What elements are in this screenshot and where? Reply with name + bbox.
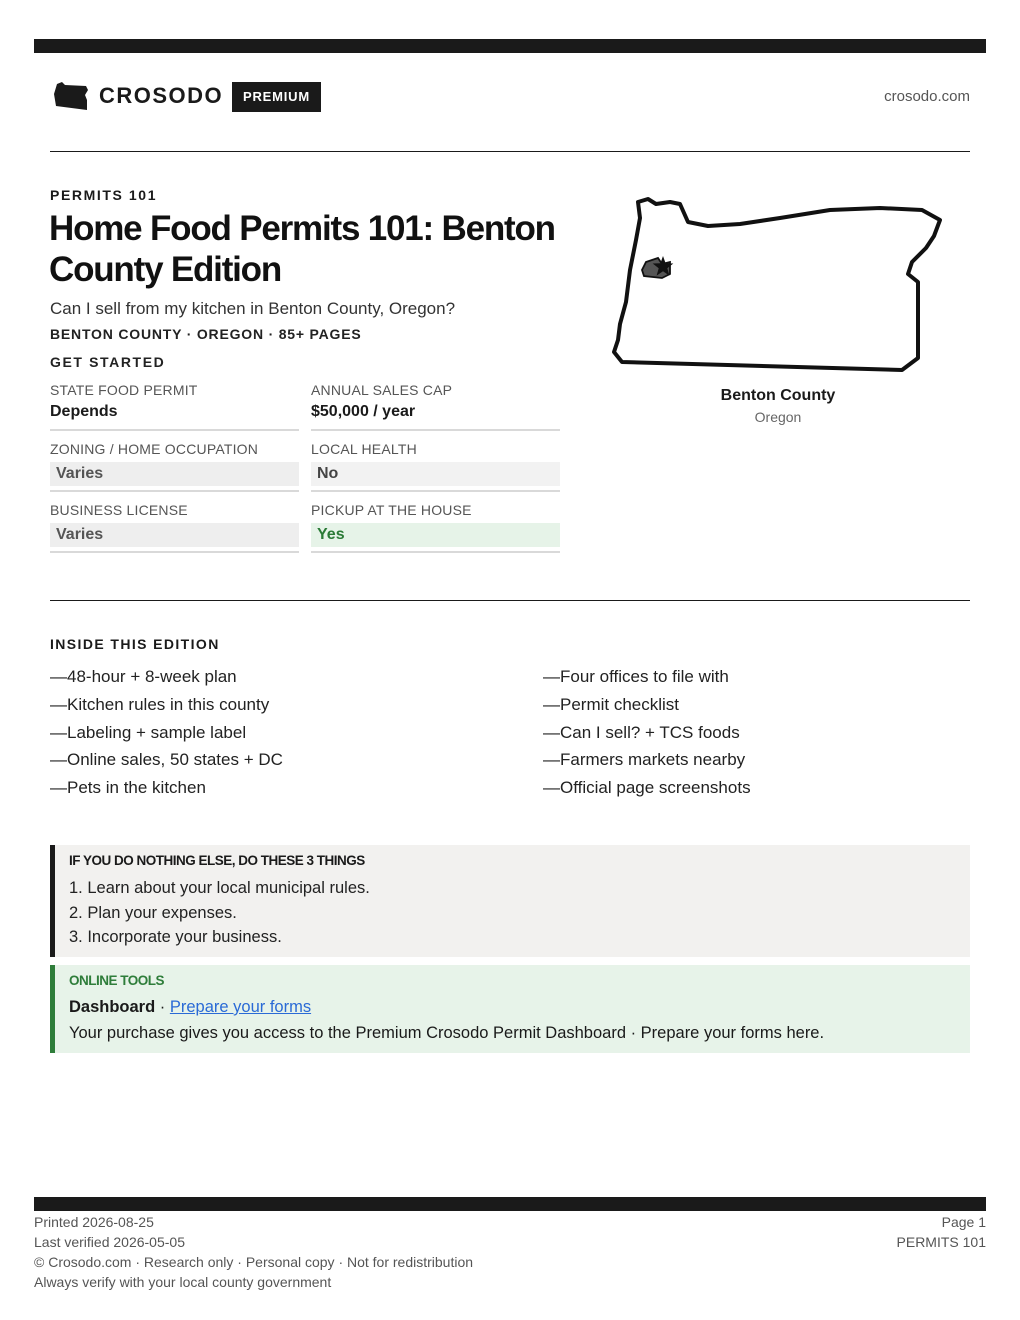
edition-meta: BENTON COUNTY · OREGON · 85+ PAGES [50,326,362,342]
fact-label: PICKUP AT THE HOUSE [311,502,472,518]
list-item: —Labeling + sample label [50,722,247,742]
header-divider [50,151,970,152]
list-item: —48-hour + 8-week plan [50,667,237,686]
tool-line [69,996,956,1018]
fact-label: STATE FOOD PERMIT [50,382,198,398]
online-tools-callout [50,965,970,1053]
list-item: 1. Learn about your local municipal rules. [69,879,370,897]
list-item: —Online sales, 50 states + DC [50,750,283,770]
separator: · [155,998,170,1016]
fact-annual-sales-cap [311,381,560,431]
callout-heading: IF YOU DO NOTHING ELSE, DO THESE 3 THINGS [69,853,365,868]
fact-label: ANNUAL SALES CAP [311,382,453,398]
brand-name: CROSODO [99,83,224,108]
premium-badge: PREMIUM [232,82,321,112]
fact-business-license [50,501,299,553]
eyebrow: PERMITS 101 [50,187,158,203]
tool-description: Your purchase gives you access to the Premium Crosodo Permit Dashboard · Prepare your forms here. [69,1024,825,1042]
inside-list-right [543,663,751,802]
fact-label: ZONING / HOME OCCUPATION [50,441,259,457]
fact-state-food-permit [50,381,299,431]
list-item: —Four offices to file with [543,667,729,686]
printed-date: Printed 2026-08-25 [34,1214,154,1230]
must-do-callout [50,845,970,957]
county-name: Benton County [720,387,836,404]
verified-date: Last verified 2026-05-05 [34,1234,185,1250]
header [50,80,970,114]
inside-edition-heading: INSIDE THIS EDITION [50,636,220,652]
fact-pickup [311,501,560,553]
oregon-state-icon [53,82,89,112]
fact-value: Yes [311,523,560,547]
get-started-label: GET STARTED [50,354,166,370]
top-bar [34,39,986,53]
dashboard-label: Dashboard [69,998,156,1016]
site-url[interactable]: crosodo.com [884,88,970,105]
footer-left [34,1212,473,1292]
county-state: Oregon [754,409,802,425]
fact-value: Varies [50,462,299,486]
verify-note: Always verify with your local county government [34,1274,332,1290]
fact-zoning [50,440,299,492]
list-item: —Permit checklist [543,694,680,714]
prepare-forms-link[interactable]: Prepare your forms [169,998,312,1016]
bottom-bar [34,1197,986,1211]
list-item: —Official page screenshots [543,778,751,798]
oregon-outline [600,190,956,380]
callout-heading: ONLINE TOOLS [69,973,165,988]
list-item: —Farmers markets nearby [543,750,746,770]
county-map [600,190,956,380]
fact-label: BUSINESS LICENSE [50,502,188,518]
copyright: © Crosodo.com · Research only · Personal copy · Not for redistribution [34,1254,474,1270]
doc-name: PERMITS 101 [896,1234,986,1250]
footer-right [897,1212,986,1252]
list-item: —Kitchen rules in this county [50,694,270,714]
fact-value: Varies [50,523,299,547]
section-divider [50,600,970,601]
must-do-list [69,876,956,950]
page-number: Page 1 [941,1214,986,1230]
fact-value: No [311,462,560,486]
list-item: 3. Incorporate your business. [69,928,282,946]
list-item: —Can I sell? + TCS foods [543,722,740,742]
fact-value: Depends [50,403,118,420]
page-title: Home Food Permits 101: Benton County Edition [49,209,555,289]
fact-value: $50,000 / year [311,403,416,420]
fact-local-health [311,440,560,492]
inside-list-left [50,663,283,802]
list-item: —Pets in the kitchen [50,778,206,798]
list-item: 2. Plan your expenses. [69,903,237,922]
fact-label: LOCAL HEALTH [311,441,417,457]
subtitle: Can I sell from my kitchen in Benton County, Oregon? [50,299,456,318]
